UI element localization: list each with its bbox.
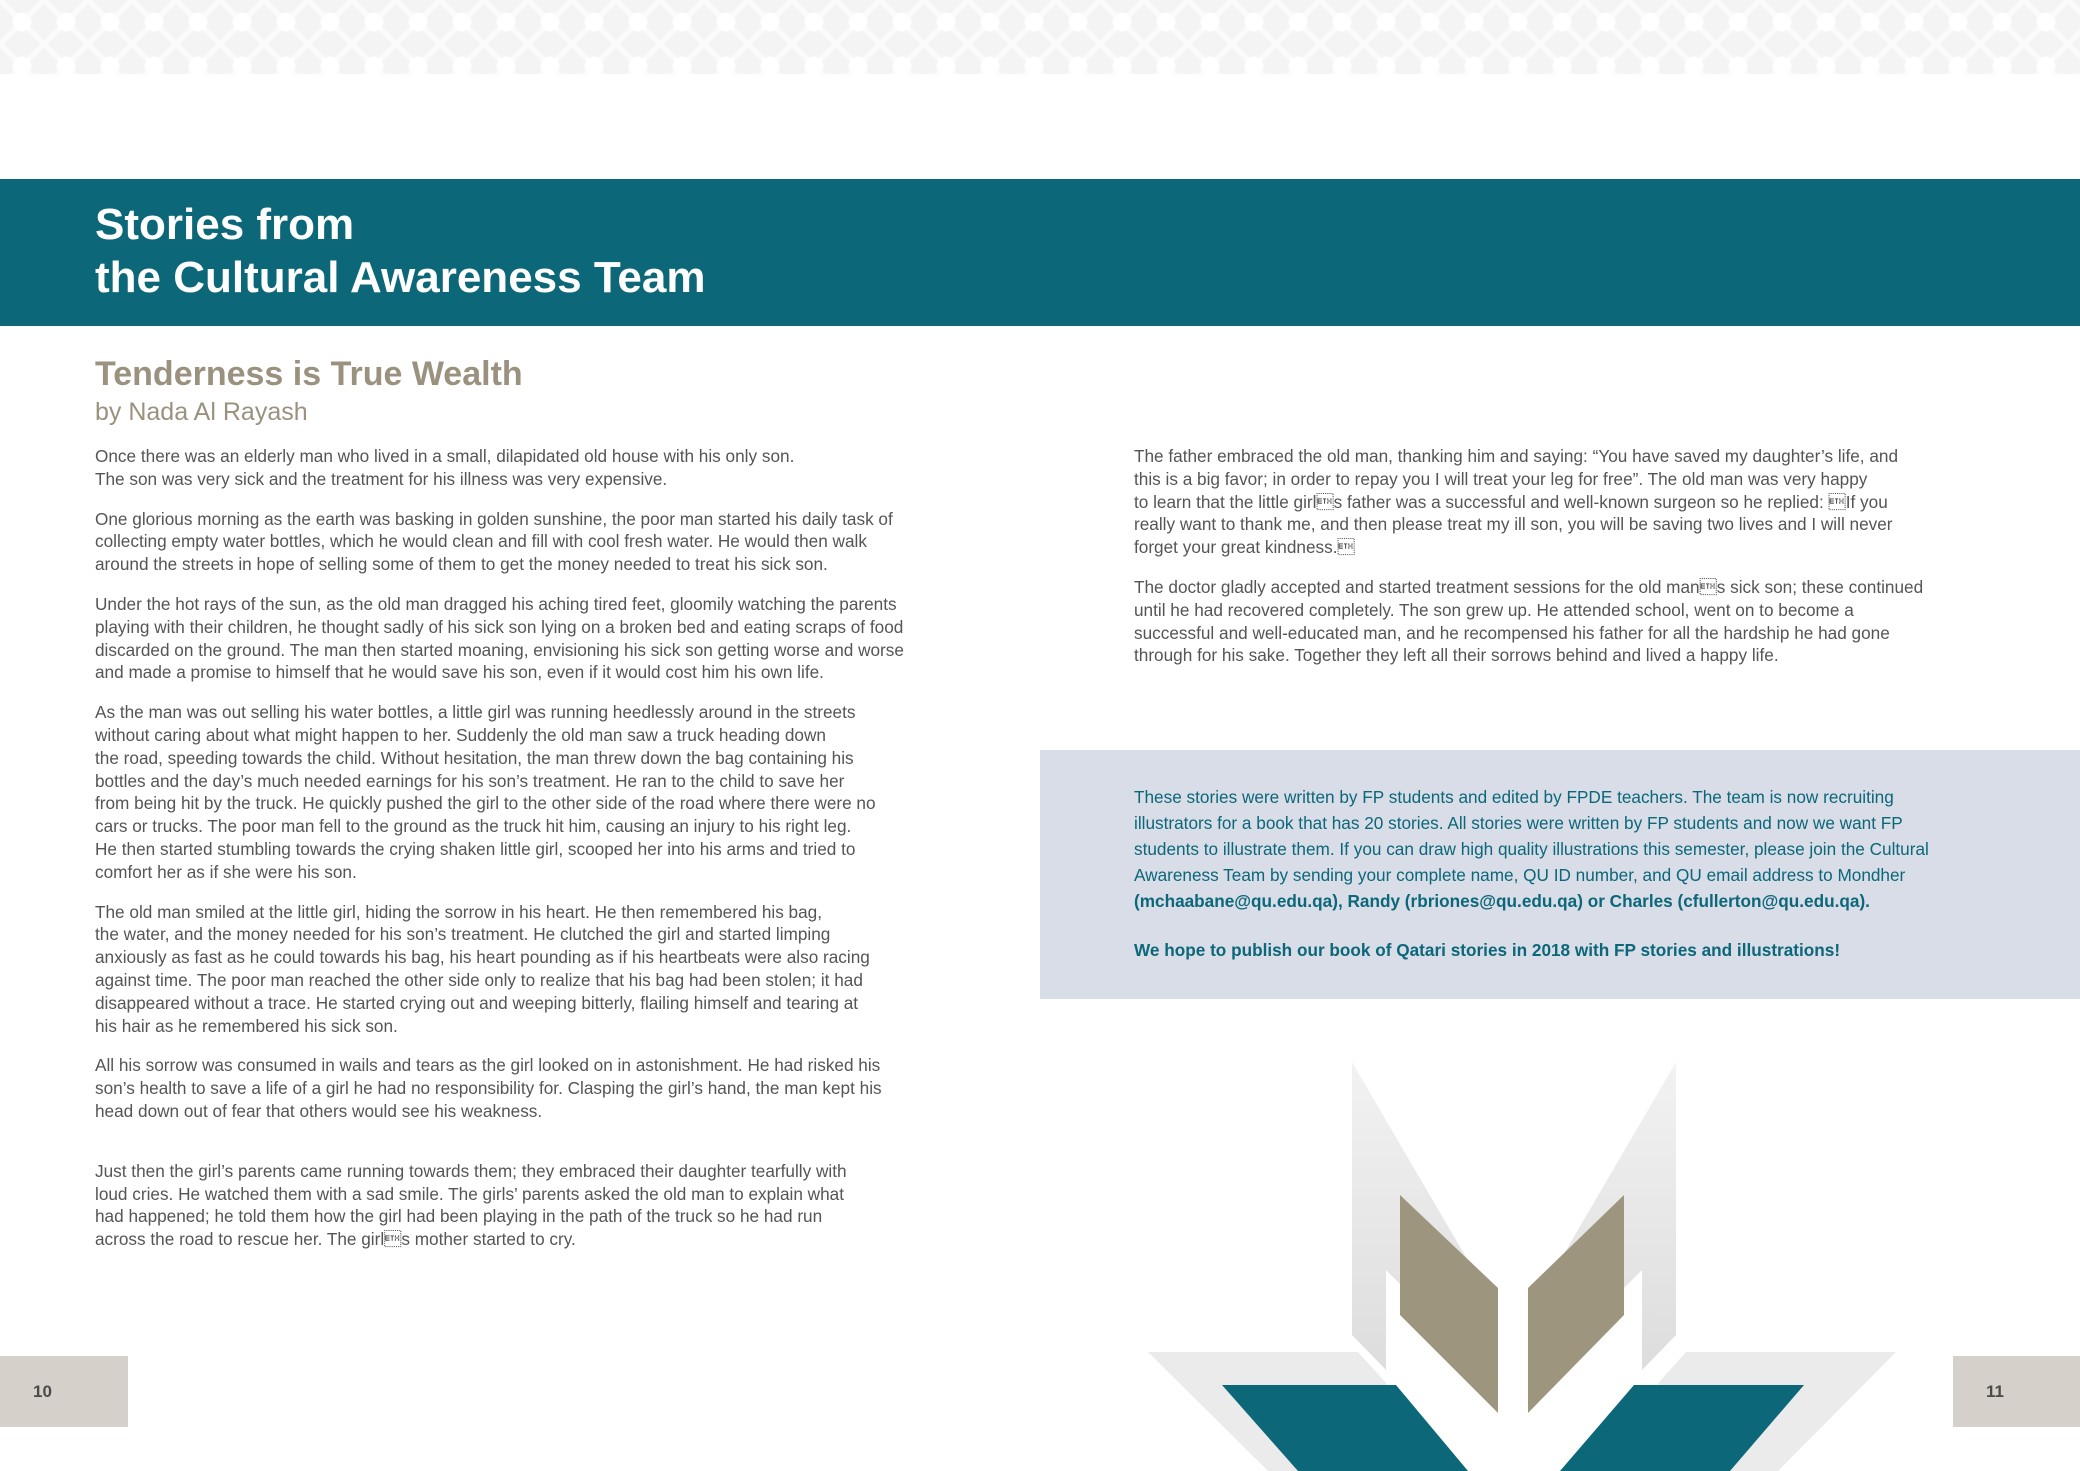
story-paragraph: Under the hot rays of the sun, as the old man dragged his aching tired feet, gloomily watching the parents playing with their children, he thought sadly of his sick son lying on a broken bed and eating scraps of food discarded on the ground. The man then started moaning, envisioning his sick son getting worse and worse and made a promise to himself that he would save his son, even if it would cost him his own life. — [95, 593, 904, 683]
contact-emails: (mchaabane@qu.edu.qa), Randy (rbriones@qu.edu.qa) or Charles (cfullerton@qu.edu.qa). — [1134, 891, 1870, 911]
story-byline: by Nada Al Rayash — [95, 398, 308, 426]
recruitment-info-text — [1134, 784, 2004, 963]
page-number-tab-right — [1953, 1356, 2080, 1427]
story-paragraph: One glorious morning as the earth was basking in golden sunshine, the poor man started his daily task of collecting empty water bottles, which he would clean and fill with cool fresh water. He would then walk around the streets in hope of selling some of them to get the money needed to treat his sick son. — [95, 508, 893, 575]
story-paragraph: Once there was an elderly man who lived in a small, dilapidated old house with his only son. The son was very sick and the treatment for his illness was very expensive. — [95, 446, 795, 489]
publish-note: We hope to publish our book of Qatari stories in 2018 with FP stories and illustrations! — [1134, 940, 1841, 960]
page-number-right: 11 — [1986, 1382, 2004, 1401]
page-number-tab-left — [0, 1356, 128, 1427]
story-paragraph: Just then the girl’s parents came running towards them; they embraced their daughter tearfully with loud cries. He watched them with a sad smile. The girls’ parents asked the old man to explain what had happened; he told them how the girl had been playing in the path of the truck so he had run across the road to rescue her. The girls mother started to cry. — [95, 1160, 847, 1250]
recruitment-message: These stories were written by FP students and edited by FPDE teachers. The team is now recruiting illustrators for a book that has 20 stories. All stories were written by FP students and now we want FP students to illustrate them. If you can draw high quality illustrations this semester, please join the Cultural Awareness Team by sending your complete name, QU ID number, and QU email address to Mondher — [1134, 787, 1929, 885]
story-paragraph: The old man smiled at the little girl, hiding the sorrow in his heart. He then remembered his bag, the water, and the money needed for his son’s treatment. He clutched the girl and started limping anxiously as fast as he could towards his bag, his heart pounding as if his heartbeats were also racing against time. The poor man reached the other side only to realize that his bag had been stolen; it had disappeared without a trace. He started crying out and weeping bitterly, flailing himself and tearing at his hair as he remembered his sick son. — [95, 901, 870, 1036]
university-logo-graphic — [1140, 1060, 1900, 1471]
story-paragraph: The doctor gladly accepted and started treatment sessions for the old mans sick son; these continued until he had recovered completely. The son grew up. He attended school, went on to become a successful and well-educated man, and he recompensed his father for all the hardship he had gone through for his sake. Together they left all their sorrows behind and lived a happy life. — [1134, 576, 1924, 666]
story-paragraph: All his sorrow was consumed in wails and tears as the girl looked on in astonishment. He had risked his son’s health to save a life of a girl he had no responsibility for. Clasping the girl’s hand, the man kept his head down out of fear that others would see his weakness. — [95, 1055, 882, 1121]
page-title — [95, 198, 706, 304]
page-title-line-1: Stories from — [95, 200, 355, 249]
story-column-right — [1134, 445, 2014, 667]
story-paragraph: As the man was out selling his water bottles, a little girl was running heedlessly around in the streets without caring about what might happen to her. Suddenly the old man saw a truck heading down the road, speeding towards the child. Without hesitation, the man threw down the bag containing his bottles and the day’s much needed earnings for his son’s treatment. He ran to the child to save her from being hit by the truck. He quickly pushed the girl to the other side of the road where there were no cars or trucks. The poor man fell to the ground as the truck hit him, causing an injury to his right leg. He then started stumbling towards the crying shaken little girl, scooped her into his arms and tried to comfort her as if she were his son. — [95, 702, 876, 882]
page-title-line-2: the Cultural Awareness Team — [95, 253, 706, 302]
story-title: Tenderness is True Wealth — [95, 355, 523, 393]
story-paragraph: The father embraced the old man, thanking him and saying: “You have saved my daughter’s life, and this is a big favor; in order to repay you I will treat your leg for free”. The old man was very happy to learn that the little girls father was a successful and well-known surgeon so he replied: If you really want to thank me, and then please treat my ill son, you will be saving two lives and I will never forget your great kindness. — [1134, 446, 1899, 558]
page-number-left: 10 — [33, 1382, 52, 1401]
story-column-left — [95, 445, 975, 1251]
header-pattern — [0, 0, 2080, 74]
